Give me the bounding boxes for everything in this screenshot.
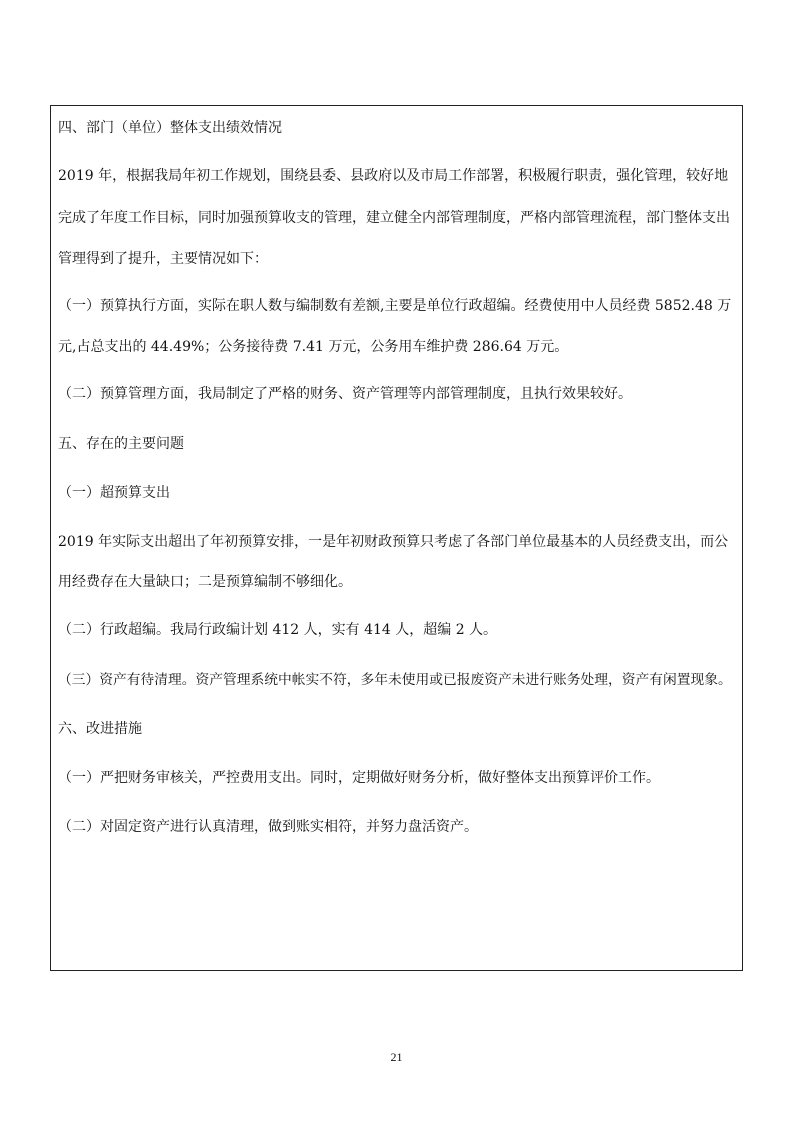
page-number: 21 <box>390 1050 403 1064</box>
paragraph-line: （二）行政超编。我局行政编计划 412 人，实有 414 人，超编 2 人。 <box>58 622 498 638</box>
paragraph-line: 2019 年，根据我局年初工作规划，围绕县委、县政府以及市局工作部署，积极履行职责，强化管理，较好地 <box>58 168 729 184</box>
paragraph-line: （二）对固定资产进行认真清理，做到账实相符，并努力盘活资产。 <box>58 819 478 835</box>
paragraph-line: 用经费存在大量缺口；二是预算编制不够细化。 <box>58 574 352 590</box>
paragraph-line: 元,占总支出的 44.49%；公务接待费 7.41 万元，公务用车维护费 286.64 万元。 <box>58 339 569 355</box>
paragraph-line: （一）严把财务审核关，严控费用支出。同时，定期做好财务分析，做好整体支出预算评价工作。 <box>58 770 660 786</box>
section-heading-5: 五、存在的主要问题 <box>58 436 184 452</box>
paragraph-line: 管理得到了提升，主要情况如下： <box>58 251 268 267</box>
section-heading-4: 四、部门（单位）整体支出绩效情况 <box>58 120 282 136</box>
paragraph-line: 2019 年实际支出超出了年初预算安排，一是年初财政预算只考虑了各部门单位最基本的人员经费支出，而公 <box>58 534 729 550</box>
paragraph-line: （一）预算执行方面，实际在职人数与编制数有差额,主要是单位行政超编。经费使用中人员经费 5852.48 万 <box>58 298 732 314</box>
paragraph-line: （三）资产有待清理。资产管理系统中帐实不符，多年未使用或已报废资产未进行账务处理，资产有闲置现象。 <box>58 672 732 688</box>
paragraph-line: 完成了年度工作目标，同时加强预算收支的管理，建立健全内部管理制度，严格内部管理流程，部门整体支出 <box>58 210 730 226</box>
paragraph-line: （二）预算管理方面，我局制定了严格的财务、资产管理等内部管理制度，且执行效果较好。 <box>58 386 632 402</box>
subheading: （一）超预算支出 <box>58 485 170 501</box>
section-heading-6: 六、改进措施 <box>58 721 142 737</box>
